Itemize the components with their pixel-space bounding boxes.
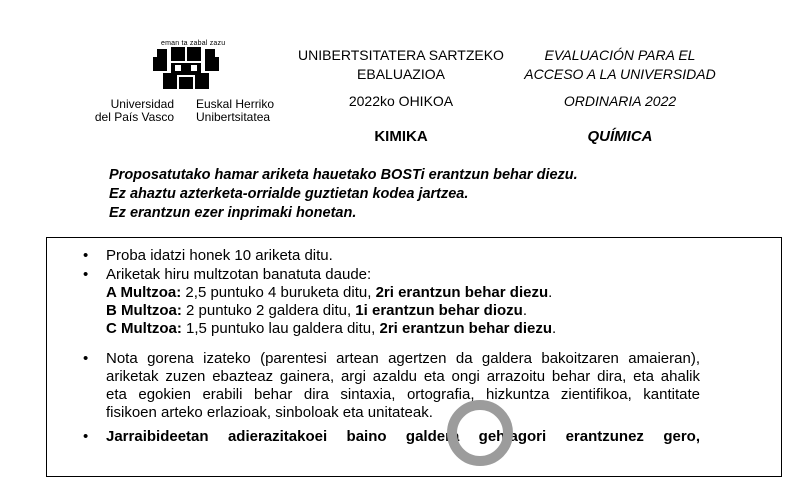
instruction-line: Ez ahaztu azterketa-orrialde guztietan kodea jartzea. xyxy=(109,186,469,202)
block-requirement: 2ri erantzun behar diezu xyxy=(379,320,553,337)
block-name: C Multzoa: xyxy=(106,320,182,337)
block-requirement: 2ri erantzun behar diezu xyxy=(375,284,549,301)
instruction-line: Proposatutako hamar ariketa hauetako BOSTi erantzun behar diezu. xyxy=(109,167,578,183)
block-desc: 1,5 puntuko lau galdera ditu, xyxy=(181,320,380,337)
subject-eu: KIMIKA xyxy=(374,128,428,145)
university-name-es: Universidad del País Vasco xyxy=(94,97,174,124)
exam-session-eu: 2022ko OHIKOA xyxy=(348,93,454,109)
rule-item-line: fisikoen arteko erlazioak, sinboloak eta unitateak. xyxy=(106,404,433,421)
bullet-icon: • xyxy=(83,428,89,445)
rule-item-line: eta egokien erabili behar dira sintaxia, ortografia, hizkuntza zientifikoa, kantitate xyxy=(106,386,700,403)
bullet-icon: • xyxy=(83,350,89,367)
rule-item-line: ariketak zuzen ebazteaz gainera, argi azaldu eta ongi arrazoitu behar dira, eta ahalik xyxy=(106,368,700,385)
subject-es: QUÍMICA xyxy=(587,128,653,145)
block-line: B Multzoa: 2 puntuko 2 galdera ditu, 1i erantzun behar diozu. xyxy=(106,302,527,319)
rule-item-line: Nota gorena izateko (parentesi artean agertzen da galdera bakoitzaren amaieran), xyxy=(106,350,700,367)
rule-item: Proba idatzi honek 10 ariketa ditu. xyxy=(106,247,333,264)
rule-item: Ariketak hiru multzotan banatuta daude: xyxy=(106,266,372,283)
loading-spinner-icon xyxy=(447,400,513,466)
block-requirement: 1i erantzun behar diozu xyxy=(355,302,523,319)
exam-session-es: ORDINARIA 2022 xyxy=(563,93,677,109)
block-desc: 2 puntuko 2 galdera ditu, xyxy=(181,302,356,319)
exam-title-eu: UNIBERTSITATERA SARTZEKO EBALUAZIOA xyxy=(298,47,504,82)
logo-tagline: eman ta zabal zazu xyxy=(161,40,226,47)
bullet-icon: • xyxy=(83,266,89,283)
university-name-eu: Euskal Herriko Unibertsitatea xyxy=(196,97,275,124)
bullet-icon: • xyxy=(83,247,89,264)
rules-box xyxy=(46,237,782,477)
block-name: A Multzoa: xyxy=(106,284,182,301)
block-name: B Multzoa: xyxy=(106,302,182,319)
university-logo-icon xyxy=(153,47,219,91)
exam-title-es: EVALUACIÓN PARA EL ACCESO A LA UNIVERSIDAD xyxy=(524,47,716,82)
exam-instructions xyxy=(109,166,578,223)
rule-item-line: Jarraibideetan adierazitakoei baino galdera gehiagori erantzunez gero, xyxy=(106,428,700,445)
instruction-line: Ez erantzun ezer inprimaki honetan. xyxy=(109,205,357,221)
block-desc: 2,5 puntuko 4 buruketa ditu, xyxy=(181,284,376,301)
block-line: C Multzoa: 1,5 puntuko lau galdera ditu, 2ri erantzun behar diezu. xyxy=(106,320,557,337)
block-line: A Multzoa: 2,5 puntuko 4 buruketa ditu, 2ri erantzun behar diezu. xyxy=(106,284,553,301)
